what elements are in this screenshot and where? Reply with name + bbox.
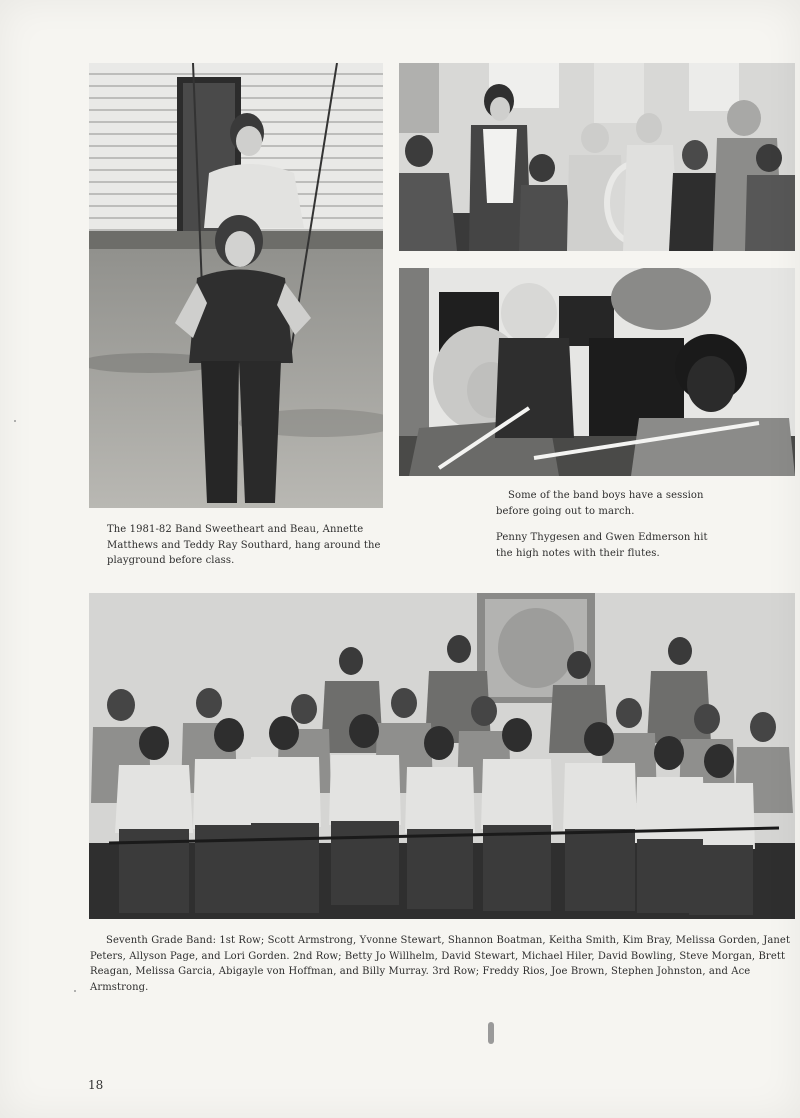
photo-flute-players: [399, 268, 795, 476]
caption-band-sweetheart-and-beau: The 1981-82 Band Sweetheart and Beau, Annette Matthews and Teddy Ray Southard, hang around the playground before class.: [107, 524, 381, 566]
photo-band-sweetheart-and-beau: [89, 63, 383, 508]
group-photo-image: [89, 593, 795, 919]
flutes-photo-image: [399, 268, 795, 476]
caption-band-boys-session: Some of the band boys have a session before going out to march.: [496, 490, 704, 517]
caption-flute-players: Penny Thygesen and Gwen Edmerson hit the high notes with their flutes.: [496, 532, 708, 559]
photo-band-boys-session: [399, 63, 795, 251]
scan-speck: [488, 1022, 494, 1044]
scan-speck: [14, 420, 16, 422]
caption-seventh-grade-band: Seventh Grade Band: 1st Row; Scott Armstrong, Yvonne Stewart, Shannon Boatman, Keitha Smith, Kim Bray, Melissa Gorden, Janet Peters, Allyson Page, and Lori Gorden. 2nd Row; Betty Jo Willhelm, David Stewart, Michael Hiler, David Bowling, Steve Morgan, Brett Reagan, Melissa Garcia, Abigayle von Hoffman, and Billy Murray. 3rd Row; Freddy Rios, Joe Brown, Stephen Johnston, and Ace Armstrong.: [90, 935, 791, 993]
photo-seventh-grade-band: [89, 593, 795, 919]
swing-photo-image: [89, 63, 383, 508]
page-number: 18: [88, 1078, 104, 1092]
scan-speck: [74, 990, 76, 992]
band-boys-photo-image: [399, 63, 795, 251]
